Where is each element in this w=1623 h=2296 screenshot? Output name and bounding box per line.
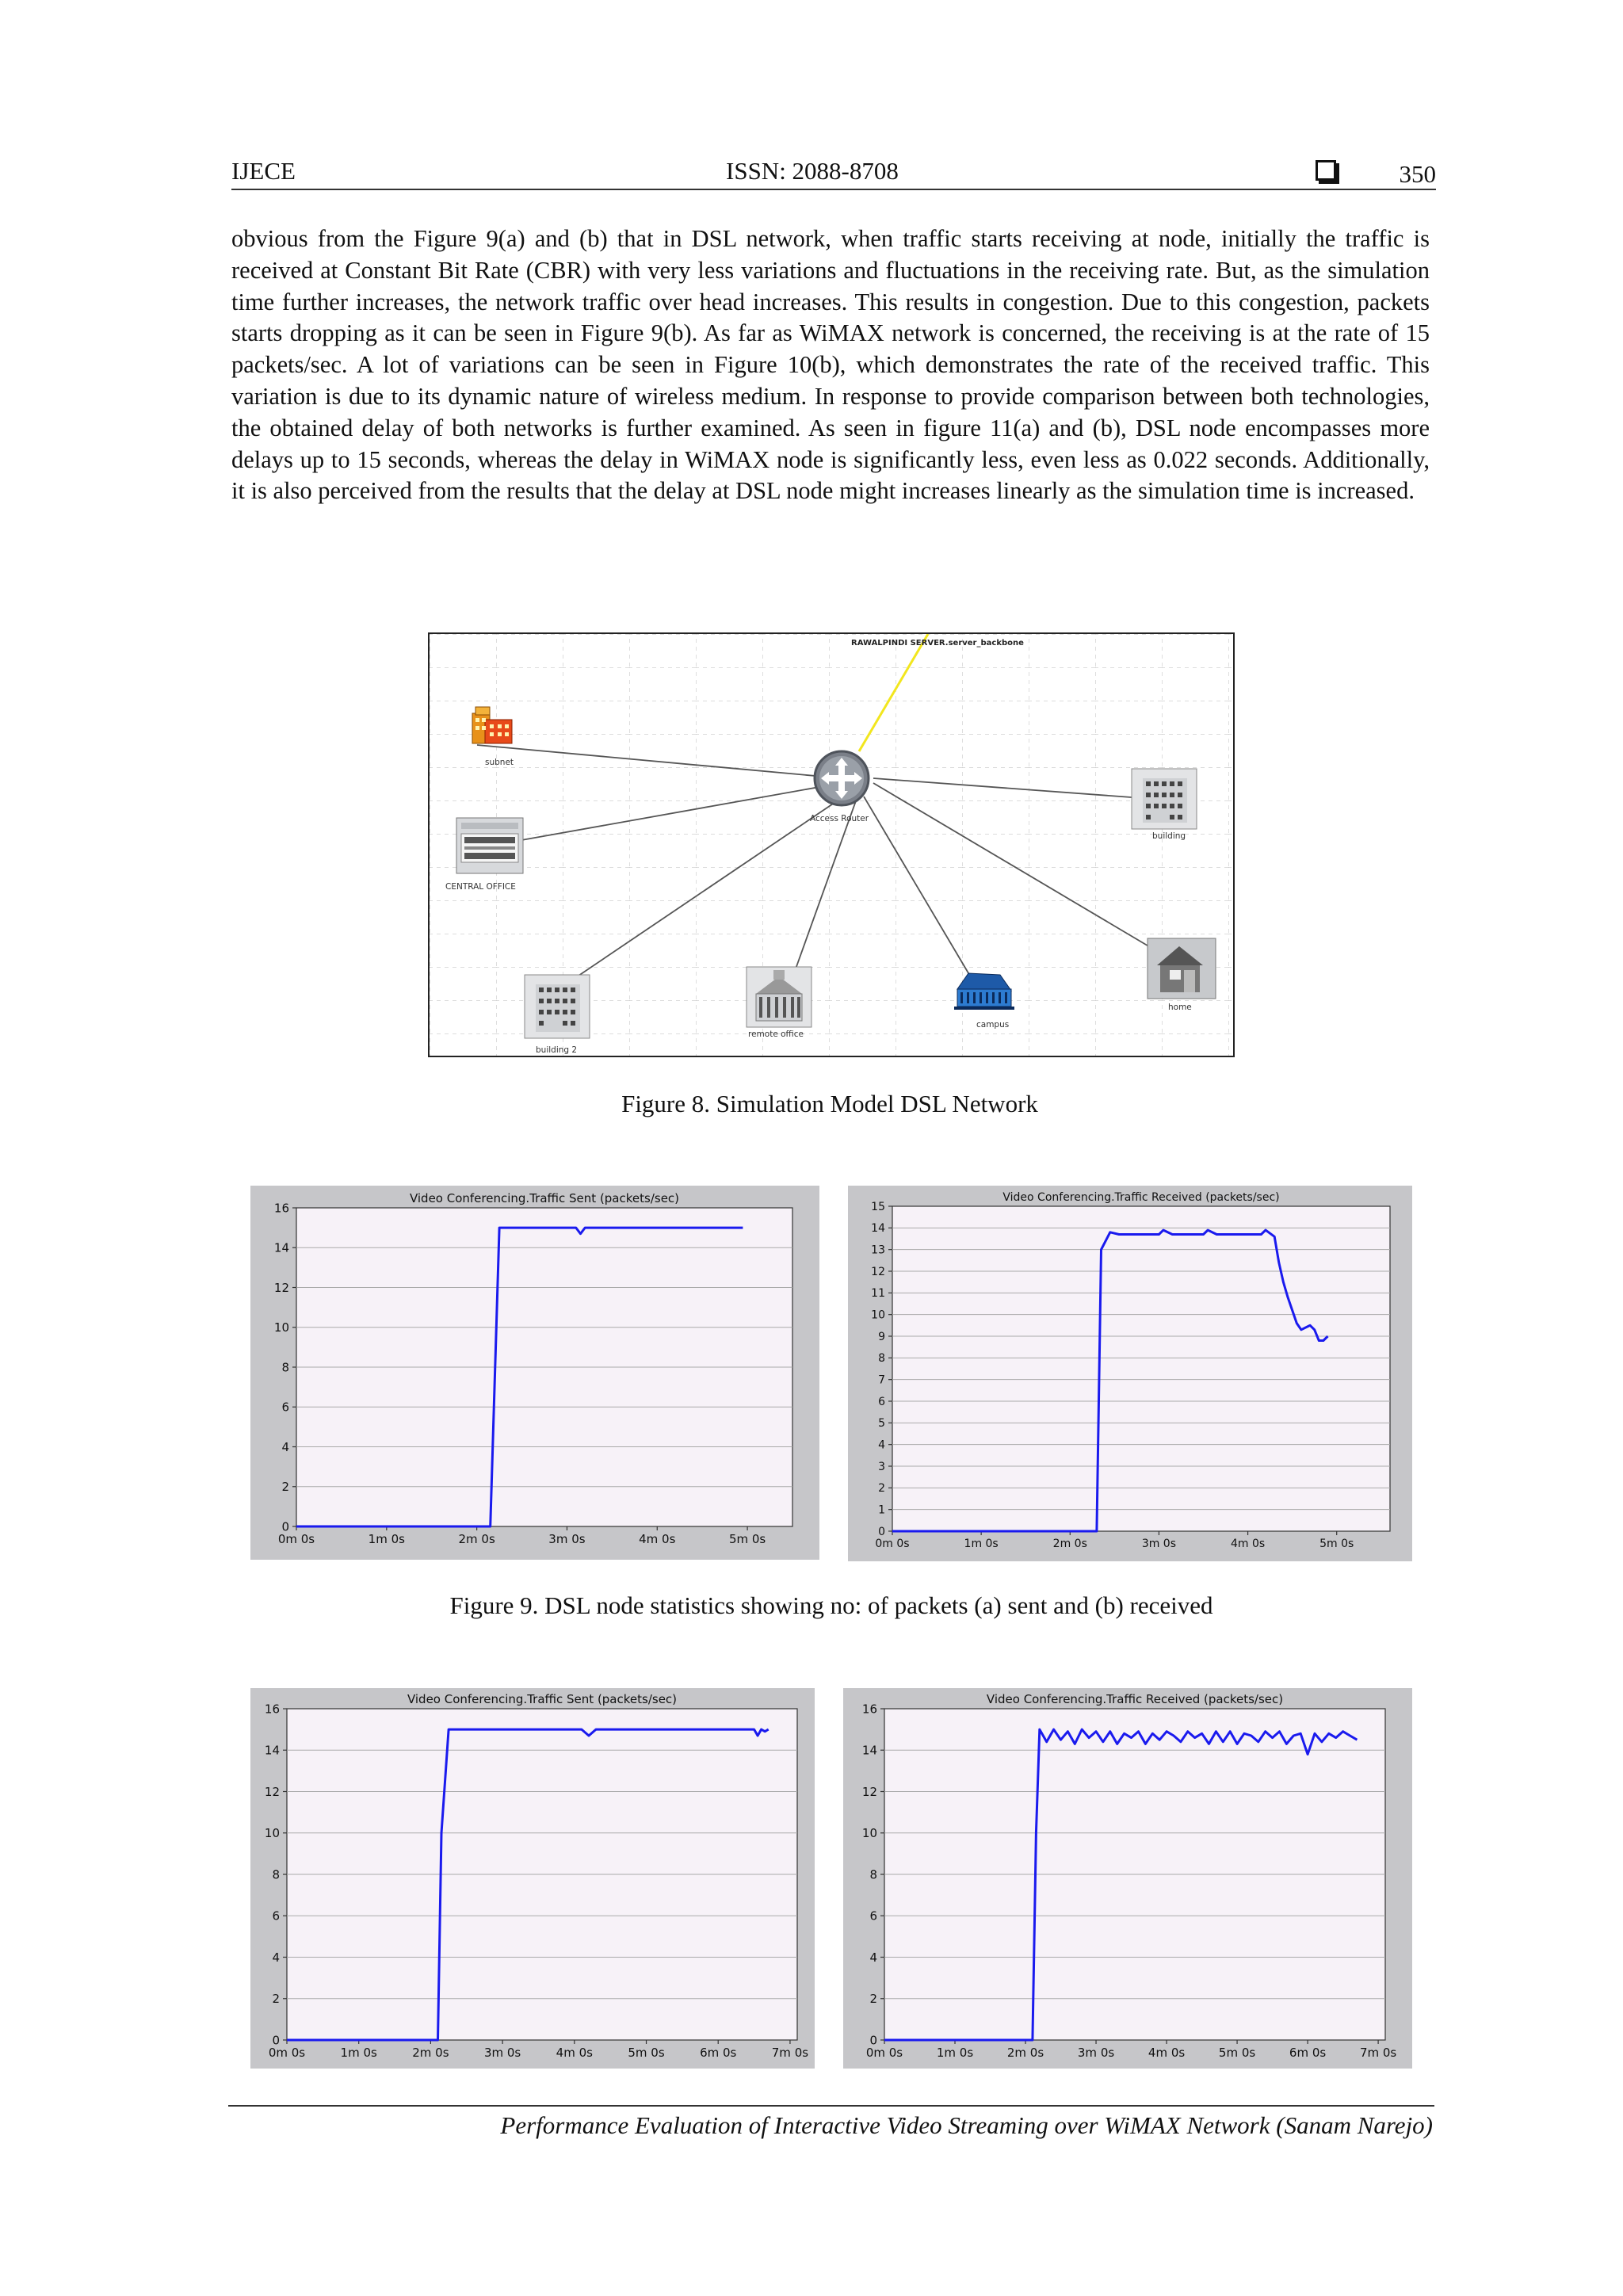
issn: ISSN: 2088-8708: [726, 157, 899, 185]
x-tick-label: 3m 0s: [483, 2046, 521, 2060]
x-tick-label: 1m 0s: [340, 2046, 377, 2060]
x-tick-label: 4m 0s: [639, 1532, 676, 1546]
y-tick-label: 6: [281, 1400, 289, 1415]
y-tick-label: 4: [272, 1950, 280, 1965]
x-tick-label: 3m 0s: [1141, 1538, 1177, 1550]
office-building-icon: [1132, 769, 1197, 829]
y-tick-label: 12: [273, 1280, 289, 1295]
x-tick-label: 4m 0s: [1230, 1538, 1266, 1550]
x-tick-label: 7m 0s: [1359, 2046, 1397, 2060]
y-tick-label: 10: [861, 1826, 877, 1840]
y-tick-label: 10: [871, 1308, 885, 1322]
y-tick-label: 12: [264, 1784, 280, 1799]
y-tick-label: 15: [871, 1200, 885, 1213]
y-tick-label: 8: [281, 1360, 289, 1375]
page-footer: Performance Evaluation of Interactive Video Streaming over WiMAX Network (Sanam Narejo): [500, 2111, 1433, 2139]
building-label: building: [1152, 831, 1186, 841]
home-label: home: [1168, 1003, 1192, 1012]
y-tick-label: 6: [869, 1908, 877, 1924]
y-tick-label: 14: [861, 1743, 877, 1758]
y-tick-label: 11: [871, 1287, 885, 1301]
chart-title: Video Conferencing.Traffic Received (packets/sec): [1002, 1191, 1280, 1204]
x-tick-label: 5m 0s: [1218, 2046, 1256, 2060]
figure-10b-chart: [843, 1688, 1412, 2069]
y-tick-label: 16: [264, 1702, 280, 1717]
x-tick-label: 0m 0s: [277, 1532, 315, 1546]
chart-title: Video Conferencing.Traffic Sent (packets/sec): [409, 1191, 680, 1205]
central-office-icon: [456, 818, 523, 873]
chart-title: Video Conferencing.Traffic Received (packets/sec): [986, 1692, 1284, 1706]
y-tick-label: 4: [869, 1950, 877, 1965]
subnet-label: subnet: [485, 758, 514, 767]
y-tick-label: 2: [272, 1992, 280, 2006]
y-tick-label: 6: [878, 1395, 885, 1408]
x-tick-label: 4m 0s: [556, 2046, 593, 2060]
y-tick-label: 8: [869, 1867, 877, 1882]
x-tick-label: 3m 0s: [1077, 2046, 1115, 2060]
central-office-label: CENTRAL OFFICE: [445, 882, 516, 892]
square-bullet-icon: [1316, 160, 1336, 181]
y-tick-label: 14: [264, 1743, 280, 1758]
router-icon: [815, 751, 869, 805]
x-tick-label: 6m 0s: [700, 2046, 737, 2060]
y-tick-label: 8: [272, 1867, 280, 1882]
y-tick-label: 9: [878, 1330, 885, 1343]
x-tick-label: 4m 0s: [1148, 2046, 1186, 2060]
x-tick-label: 7m 0s: [771, 2046, 809, 2060]
y-tick-label: 2: [878, 1482, 885, 1496]
figure-9b-chart: [848, 1186, 1412, 1561]
x-tick-label: 6m 0s: [1289, 2046, 1327, 2060]
y-tick-label: 5: [878, 1417, 885, 1431]
server-label: RAWALPINDI SERVER.server_backbone: [851, 639, 1024, 648]
x-tick-label: 1m 0s: [936, 2046, 974, 2060]
x-tick-label: 3m 0s: [548, 1532, 586, 1546]
y-tick-label: 0: [869, 2033, 877, 2048]
x-tick-label: 0m 0s: [875, 1538, 910, 1550]
y-tick-label: 10: [273, 1320, 289, 1335]
building2-label: building 2: [536, 1045, 578, 1055]
x-tick-label: 1m 0s: [964, 1538, 999, 1550]
y-tick-label: 2: [281, 1480, 289, 1494]
x-tick-label: 5m 0s: [1319, 1538, 1354, 1550]
y-tick-label: 0: [272, 2033, 280, 2048]
y-tick-label: 13: [871, 1244, 885, 1257]
x-tick-label: 2m 0s: [412, 2046, 449, 2060]
router-label: Access Router: [810, 814, 869, 823]
chart-title: Video Conferencing.Traffic Sent (packets/sec): [407, 1692, 678, 1706]
x-tick-label: 2m 0s: [1006, 2046, 1044, 2060]
footer-rule: [228, 2105, 1434, 2107]
y-tick-label: 7: [878, 1373, 885, 1387]
y-tick-label: 10: [264, 1826, 280, 1840]
y-tick-label: 0: [878, 1525, 885, 1538]
y-tick-label: 12: [871, 1265, 885, 1278]
figure-8-network-diagram: [428, 632, 1235, 1057]
body-paragraph: obvious from the Figure 9(a) and (b) that in DSL network, when traffic starts receiving at node, initially the traffic is received at Constant Bit Rate (CBR) with very less variations and fluctuations in the receiving rate. But, as the simulation time further increases, the network traffic over head increases. This results in congestion. Due to this congestion, packets starts dropping as it can be seen in Figure 9(b). As far as WiMAX network is concerned, the receiving is at the rate of 15 packets/sec. A lot of variations can be seen in Figure 10(b), which demonstrates the rate of the received traffic. This variation is due to its dynamic nature of wireless medium. In response to provide comparison between both technologies, the obtained delay of both networks is further examined. As seen in figure 11(a) and (b), DSL node encompasses more delays up to 15 seconds, whereas the delay in WiMAX node is significantly less, even less as 0.022 seconds. Additionally, it is also perceived from the results that the delay at DSL node might increases linearly as the simulation time is increased.: [231, 225, 1430, 505]
y-tick-label: 14: [871, 1222, 885, 1236]
y-tick-label: 2: [869, 1992, 877, 2006]
home-icon: [1148, 938, 1216, 999]
y-tick-label: 1: [878, 1503, 885, 1517]
remote-office-icon: [747, 967, 812, 1027]
x-tick-label: 1m 0s: [368, 1532, 405, 1546]
y-tick-label: 6: [272, 1908, 280, 1924]
figure-9-caption: Figure 9. DSL node statistics showing no: of packets (a) sent and (b) received: [449, 1591, 1213, 1619]
office-building-icon: [525, 975, 590, 1038]
y-tick-label: 12: [861, 1784, 877, 1799]
y-tick-label: 4: [281, 1439, 289, 1454]
campus-label: campus: [976, 1020, 1010, 1030]
plot-area: [892, 1206, 1390, 1531]
x-tick-label: 5m 0s: [628, 2046, 665, 2060]
journal-name: IJECE: [231, 157, 296, 185]
x-tick-label: 5m 0s: [728, 1532, 766, 1546]
y-tick-label: 16: [861, 1702, 877, 1717]
y-tick-label: 16: [273, 1201, 289, 1216]
x-tick-label: 2m 0s: [458, 1532, 495, 1546]
page-number: 350: [1399, 160, 1436, 188]
x-tick-label: 0m 0s: [268, 2046, 306, 2060]
x-tick-label: 0m 0s: [865, 2046, 903, 2060]
figure-8-caption: Figure 8. Simulation Model DSL Network: [621, 1090, 1038, 1117]
x-tick-label: 2m 0s: [1052, 1538, 1087, 1550]
y-tick-label: 14: [273, 1240, 289, 1255]
figure-10a-chart: [250, 1688, 815, 2069]
y-tick-label: 3: [878, 1460, 885, 1473]
y-tick-label: 4: [878, 1438, 885, 1452]
remote-office-label: remote office: [748, 1030, 804, 1039]
y-tick-label: 0: [281, 1519, 289, 1534]
page-header: [231, 152, 1436, 190]
y-tick-label: 8: [878, 1352, 885, 1366]
figure-9a-chart: [250, 1186, 819, 1560]
